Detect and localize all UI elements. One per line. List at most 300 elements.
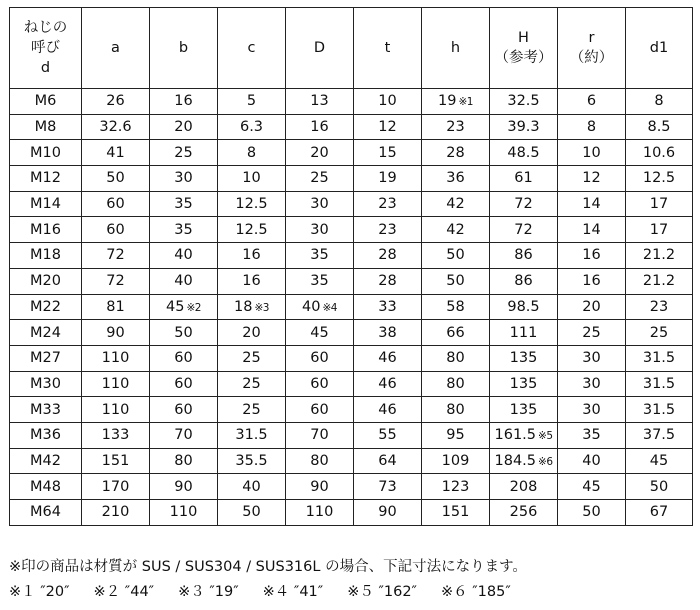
table-cell — [626, 166, 693, 192]
table-cell — [354, 500, 422, 526]
cell-value: 42 — [446, 221, 465, 238]
table-cell — [490, 294, 558, 320]
table-cell — [354, 243, 422, 269]
table-cell — [218, 397, 286, 423]
cell-value: 15 — [378, 144, 397, 161]
table-cell — [354, 320, 422, 346]
cell-value: 50 — [582, 504, 601, 521]
thread-size-cell — [10, 474, 82, 500]
table-cell — [626, 89, 693, 115]
cell-value: M30 — [30, 375, 61, 392]
cell-value: 16 — [174, 93, 193, 110]
table-cell — [354, 166, 422, 192]
cell-value: 72 — [106, 247, 125, 264]
cell-value: 23 — [378, 196, 397, 213]
table-cell — [626, 294, 693, 320]
cell-value: 17 — [649, 196, 669, 213]
table-cell — [286, 89, 354, 115]
cell-value: 12.5 — [235, 196, 268, 213]
table-cell — [150, 140, 218, 166]
cell-value: 28 — [378, 247, 397, 264]
cell-value: 80 — [446, 375, 465, 392]
table-cell — [150, 268, 218, 294]
table-cell — [422, 500, 490, 526]
cell-value: 14 — [582, 196, 601, 213]
footnote-item: ※３ ″19″ — [178, 584, 239, 600]
table-cell — [422, 114, 490, 140]
material-note: ※印の商品は材質が SUS / SUS304 / SUS316L の場合、下記寸法になります。 — [9, 559, 527, 575]
table-cell — [82, 448, 150, 474]
cell-value: 110 — [101, 375, 130, 392]
cell-value: 110 — [101, 350, 130, 367]
cell-value: 72 — [514, 196, 533, 213]
cell-value: 32.6 — [99, 119, 132, 136]
header-text: b — [178, 40, 189, 56]
cell-value: 50 — [242, 504, 261, 521]
cell-value: 25 — [242, 401, 261, 418]
cell-value: 50 — [174, 324, 193, 341]
table-row — [10, 140, 693, 166]
cell-value: 16 — [582, 273, 601, 290]
header-cell — [82, 8, 150, 89]
header-cell — [422, 8, 490, 89]
table-cell — [558, 345, 626, 371]
cell-value: 14 — [582, 221, 601, 238]
table-cell — [218, 345, 286, 371]
cell-value: 35 — [174, 221, 193, 238]
footnote-item: ※２ ″44″ — [93, 584, 155, 600]
cell-value: 25 — [649, 324, 669, 341]
cell-value: 208 — [509, 478, 538, 495]
table-cell — [422, 294, 490, 320]
thread-size-cell — [10, 268, 82, 294]
footnote-marker: ※6 — [538, 455, 553, 468]
cell-value: 110 — [101, 401, 130, 418]
table-row — [10, 191, 693, 217]
table-cell — [490, 448, 558, 474]
cell-value: 12 — [378, 119, 397, 136]
cell-value: 50 — [649, 478, 669, 495]
cell-value: 39.3 — [507, 119, 540, 136]
table-cell — [218, 243, 286, 269]
cell-value: 17 — [649, 221, 669, 238]
cell-value: 12.5 — [642, 170, 676, 187]
thread-size-cell — [10, 294, 82, 320]
table-cell — [490, 191, 558, 217]
table-cell — [286, 500, 354, 526]
table-cell — [218, 371, 286, 397]
cell-value: 35 — [310, 247, 329, 264]
header-cell — [10, 8, 82, 89]
table-cell — [354, 268, 422, 294]
table-row — [10, 422, 693, 448]
cell-value: 10.6 — [642, 144, 676, 161]
table-cell — [150, 166, 218, 192]
cell-value: 21.2 — [642, 247, 676, 264]
cell-value: 19 — [438, 93, 457, 110]
table-cell — [422, 268, 490, 294]
table-cell — [422, 448, 490, 474]
cell-value: 90 — [106, 324, 125, 341]
table-row — [10, 448, 693, 474]
cell-value: 12 — [582, 170, 601, 187]
cell-value: 31.5 — [642, 401, 676, 418]
cell-value: 30 — [582, 350, 601, 367]
cell-value: 72 — [106, 273, 125, 290]
table-cell — [82, 500, 150, 526]
cell-value: 6.3 — [239, 119, 264, 136]
thread-size-cell — [10, 320, 82, 346]
cell-value: 70 — [310, 427, 329, 444]
table-cell — [558, 166, 626, 192]
header-text: H — [518, 30, 529, 46]
table-cell — [150, 371, 218, 397]
table-cell — [82, 166, 150, 192]
table-cell — [422, 371, 490, 397]
table-cell — [422, 191, 490, 217]
cell-value: M8 — [34, 119, 57, 136]
cell-value: 30 — [174, 170, 193, 187]
table-cell — [422, 397, 490, 423]
table-cell — [150, 320, 218, 346]
cell-value: 111 — [509, 324, 538, 341]
thread-size-cell — [10, 114, 82, 140]
table-cell — [82, 89, 150, 115]
table-cell — [286, 166, 354, 192]
table-cell — [422, 166, 490, 192]
cell-value: 50 — [446, 247, 465, 264]
table-cell — [354, 371, 422, 397]
table-cell — [354, 448, 422, 474]
table-cell — [218, 89, 286, 115]
table-cell — [558, 217, 626, 243]
cell-value: 80 — [310, 452, 329, 469]
cell-value: 110 — [305, 504, 334, 521]
table-cell — [490, 243, 558, 269]
header-text: D — [313, 40, 326, 56]
cell-value: 10 — [378, 93, 397, 110]
table-cell — [354, 294, 422, 320]
cell-value: 90 — [174, 478, 193, 495]
footnote-item: ※４ ″41″ — [262, 584, 324, 600]
cell-value: 81 — [106, 298, 125, 315]
table-row — [10, 345, 693, 371]
cell-value: 66 — [446, 324, 465, 341]
cell-value: 133 — [101, 427, 130, 444]
cell-value: 25 — [310, 170, 329, 187]
cell-value: 135 — [509, 350, 538, 367]
table-cell — [626, 345, 693, 371]
header-text: 呼び — [31, 40, 60, 56]
header-cell — [626, 8, 693, 89]
cell-value: 20 — [242, 324, 261, 341]
cell-value: 109 — [441, 452, 470, 469]
cell-value: 32.5 — [507, 93, 540, 110]
table-cell — [558, 474, 626, 500]
table-cell — [218, 448, 286, 474]
cell-value: M6 — [34, 93, 57, 110]
table-cell — [558, 243, 626, 269]
header-text: t — [384, 40, 391, 56]
cell-value: 31.5 — [642, 350, 676, 367]
table-cell — [150, 217, 218, 243]
table-cell — [150, 243, 218, 269]
cell-value: 25 — [582, 324, 601, 341]
table-cell — [218, 500, 286, 526]
table-cell — [218, 191, 286, 217]
table-cell — [82, 422, 150, 448]
table-cell — [150, 345, 218, 371]
footnote-marker: ※2 — [186, 301, 201, 314]
cell-value: 25 — [242, 350, 261, 367]
cell-value: 72 — [514, 221, 533, 238]
header-text: h — [450, 40, 461, 56]
cell-value: 30 — [582, 401, 601, 418]
table-cell — [218, 474, 286, 500]
table-cell — [626, 191, 693, 217]
table-row — [10, 474, 693, 500]
cell-value: M64 — [30, 504, 61, 521]
cell-value: 6 — [586, 93, 597, 110]
table-cell — [626, 397, 693, 423]
cell-value: M33 — [30, 401, 61, 418]
table-cell — [490, 320, 558, 346]
thread-size-cell — [10, 371, 82, 397]
table-cell — [422, 320, 490, 346]
dimension-table — [9, 7, 693, 526]
header-text: c — [247, 40, 256, 56]
cell-value: 16 — [310, 119, 329, 136]
table-cell — [150, 114, 218, 140]
table-cell — [422, 217, 490, 243]
table-cell — [286, 114, 354, 140]
cell-value: 23 — [649, 298, 669, 315]
cell-value: 31.5 — [235, 427, 268, 444]
cell-value: 60 — [106, 196, 125, 213]
cell-value: 60 — [310, 350, 329, 367]
table-cell — [150, 422, 218, 448]
footnote-item: ※６ ″185″ — [440, 584, 511, 600]
table-cell — [82, 268, 150, 294]
cell-value: 30 — [310, 196, 329, 213]
cell-value: 60 — [310, 401, 329, 418]
table-cell — [558, 268, 626, 294]
table-cell — [286, 140, 354, 166]
header-text: （約） — [569, 50, 614, 66]
table-body — [10, 89, 693, 526]
table-cell — [558, 114, 626, 140]
table-cell — [490, 217, 558, 243]
cell-value: 16 — [242, 273, 261, 290]
table-cell — [354, 114, 422, 140]
cell-value: 50 — [106, 170, 125, 187]
header-cell — [150, 8, 218, 89]
table-row — [10, 166, 693, 192]
table-cell — [150, 294, 218, 320]
cell-value: 123 — [441, 478, 470, 495]
table-row — [10, 294, 693, 320]
table-cell — [286, 474, 354, 500]
table-cell — [558, 500, 626, 526]
thread-size-cell — [10, 448, 82, 474]
cell-value: 23 — [378, 221, 397, 238]
table-row — [10, 89, 693, 115]
table-row — [10, 500, 693, 526]
table-cell — [218, 140, 286, 166]
cell-value: 60 — [174, 375, 193, 392]
cell-value: 135 — [509, 375, 538, 392]
footnote-marker: ※3 — [254, 301, 269, 314]
cell-value: 10 — [582, 144, 601, 161]
table-cell — [218, 268, 286, 294]
cell-value: 50 — [446, 273, 465, 290]
cell-value: 40 — [174, 273, 193, 290]
cell-value: 8 — [654, 93, 664, 110]
cell-value: 40 — [174, 247, 193, 264]
table-cell — [422, 89, 490, 115]
cell-value: 151 — [441, 504, 470, 521]
cell-value: M27 — [30, 350, 61, 367]
table-cell — [422, 140, 490, 166]
cell-value: 48.5 — [507, 144, 540, 161]
footnote-marker: ※5 — [538, 430, 553, 443]
table-cell — [150, 500, 218, 526]
thread-size-cell — [10, 191, 82, 217]
cell-value: M18 — [30, 247, 61, 264]
table-cell — [286, 268, 354, 294]
cell-value: 61 — [514, 170, 533, 187]
table-cell — [490, 397, 558, 423]
cell-value: 30 — [310, 221, 329, 238]
table-cell — [490, 268, 558, 294]
table-cell — [626, 500, 693, 526]
table-cell — [422, 422, 490, 448]
header-text: d — [40, 60, 51, 76]
footnote-item: ※１ ″20″ — [9, 584, 70, 600]
table-cell — [558, 448, 626, 474]
cell-value: 55 — [378, 427, 397, 444]
cell-value: 19 — [378, 170, 397, 187]
cell-value: 21.2 — [642, 273, 676, 290]
cell-value: M36 — [30, 427, 61, 444]
header-text: r — [588, 30, 595, 46]
cell-value: 90 — [378, 504, 397, 521]
cell-value: 80 — [446, 401, 465, 418]
thread-size-cell — [10, 397, 82, 423]
table-cell — [82, 345, 150, 371]
header-cell — [354, 8, 422, 89]
table-cell — [286, 371, 354, 397]
cell-value: 45 — [582, 478, 601, 495]
table-cell — [82, 320, 150, 346]
header-text: （参考） — [494, 50, 553, 66]
cell-value: 8 — [246, 144, 257, 161]
cell-value: 35 — [310, 273, 329, 290]
cell-value: 20 — [582, 298, 601, 315]
table-cell — [354, 140, 422, 166]
table-cell — [150, 89, 218, 115]
table-cell — [558, 320, 626, 346]
table-cell — [354, 474, 422, 500]
table-cell — [626, 320, 693, 346]
cell-value: M20 — [30, 273, 61, 290]
cell-value: 86 — [514, 247, 533, 264]
header-cell — [558, 8, 626, 89]
cell-value: 60 — [310, 375, 329, 392]
table-cell — [422, 243, 490, 269]
table-row — [10, 320, 693, 346]
table-cell — [286, 397, 354, 423]
thread-size-cell — [10, 500, 82, 526]
cell-value: 46 — [378, 401, 397, 418]
thread-size-cell — [10, 140, 82, 166]
thread-size-cell — [10, 243, 82, 269]
table-cell — [82, 397, 150, 423]
table-cell — [558, 371, 626, 397]
cell-value: 20 — [174, 119, 193, 136]
thread-size-cell — [10, 166, 82, 192]
table-cell — [558, 294, 626, 320]
cell-value: M24 — [30, 324, 61, 341]
cell-value: 45 — [649, 452, 669, 469]
footnote-values — [9, 580, 535, 601]
table-cell — [354, 217, 422, 243]
table-cell — [558, 89, 626, 115]
cell-value: 110 — [169, 504, 198, 521]
footnote-marker: ※1 — [458, 96, 473, 109]
cell-value: 16 — [242, 247, 261, 264]
cell-value: 161.5 — [494, 427, 537, 444]
table-cell — [286, 243, 354, 269]
header-text: d1 — [649, 40, 669, 56]
cell-value: 25 — [242, 375, 261, 392]
cell-value: 60 — [174, 401, 193, 418]
cell-value: M42 — [30, 452, 61, 469]
cell-value: 151 — [101, 452, 130, 469]
table-cell — [150, 191, 218, 217]
cell-value: 98.5 — [507, 298, 540, 315]
table-cell — [626, 448, 693, 474]
table-row — [10, 371, 693, 397]
table-cell — [558, 140, 626, 166]
cell-value: 26 — [106, 93, 125, 110]
cell-value: 10 — [242, 170, 261, 187]
cell-value: 16 — [582, 247, 601, 264]
table-cell — [558, 191, 626, 217]
cell-value: 58 — [446, 298, 465, 315]
header-cell — [490, 8, 558, 89]
cell-value: 20 — [310, 144, 329, 161]
cell-value: 40 — [302, 298, 321, 315]
cell-value: 73 — [378, 478, 397, 495]
cell-value: 40 — [582, 452, 601, 469]
cell-value: M48 — [30, 478, 61, 495]
cell-value: 42 — [446, 196, 465, 213]
cell-value: M10 — [30, 144, 61, 161]
cell-value: 23 — [446, 119, 465, 136]
table-cell — [150, 397, 218, 423]
cell-value: 86 — [514, 273, 533, 290]
table-cell — [82, 114, 150, 140]
table-cell — [82, 243, 150, 269]
cell-value: 46 — [378, 350, 397, 367]
table-cell — [422, 345, 490, 371]
table-cell — [354, 191, 422, 217]
cell-value: M22 — [30, 298, 61, 315]
table-row — [10, 114, 693, 140]
cell-value: 33 — [378, 298, 397, 315]
cell-value: 45 — [310, 324, 329, 341]
